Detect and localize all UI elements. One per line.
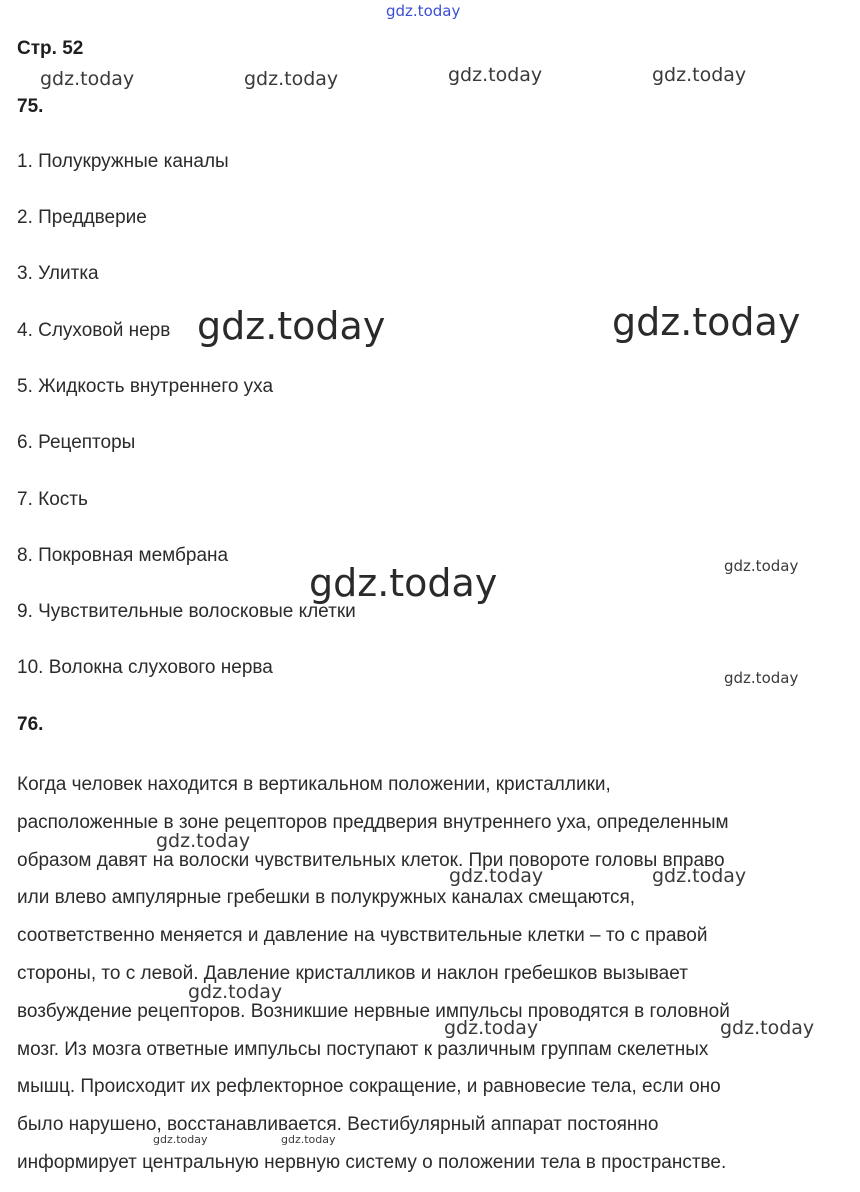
paragraph-line: информирует центральную нервную систему о положении тела в пространстве. [17, 1151, 727, 1173]
list-item: 1. Полукружные каналы [17, 151, 229, 172]
task-75-number: 75. [17, 96, 44, 117]
watermark: gdz.today [724, 669, 799, 687]
list-item: 10. Волокна слухового нерва [17, 657, 273, 678]
paragraph-line: образом давят на волоски чувствительных клеток. При повороте головы вправо [17, 849, 725, 871]
task-76-paragraph [17, 766, 847, 1182]
watermark: gdz.today [720, 1017, 815, 1039]
watermark: gdz.today [724, 557, 799, 575]
watermark-large: gdz.today [612, 300, 801, 344]
watermark: gdz.today [281, 1133, 336, 1146]
watermark: gdz.today [156, 830, 251, 852]
paragraph-line: возбуждение рецепторов. Возникшие нервные импульсы проводятся в головной [17, 1000, 730, 1022]
page-label: Стр. 52 [17, 38, 84, 59]
paragraph-line: стороны, то с левой. Давление кристалликов и наклон гребешков вызывает [17, 962, 688, 984]
list-item: 5. Жидкость внутреннего уха [17, 376, 274, 397]
list-item: 2. Преддверие [17, 207, 147, 228]
list-item: 9. Чувствительные волосковые клетки [17, 601, 356, 622]
watermark-large: gdz.today [197, 304, 386, 348]
paragraph-line: мышц. Происходит их рефлекторное сокращение, и равновесие тела, если оно [17, 1076, 721, 1098]
paragraph-line: расположенные в зоне рецепторов преддверия внутреннего уха, определенным [17, 811, 729, 833]
watermark: gdz.today [449, 865, 544, 887]
watermark: gdz.today [444, 1017, 539, 1039]
watermark: gdz.today [244, 68, 339, 90]
paragraph-line: было нарушено, восстанавливается. Вестибулярный аппарат постоянно [17, 1114, 659, 1136]
watermark: gdz.today [188, 981, 283, 1003]
list-item: 8. Покровная мембрана [17, 545, 229, 566]
watermark: gdz.today [652, 64, 747, 86]
watermark: gdz.today [652, 865, 747, 887]
list-item: 7. Кость [17, 489, 88, 510]
watermark: gdz.today [153, 1133, 208, 1146]
site-watermark-top: gdz.today [386, 2, 461, 20]
paragraph-line: или влево ампулярные гребешки в полукружных каналах смещаются, [17, 887, 636, 909]
list-item: 6. Рецепторы [17, 432, 136, 453]
list-item: 3. Улитка [17, 263, 99, 284]
task-76-number: 76. [17, 714, 44, 735]
watermark: gdz.today [448, 64, 543, 86]
paragraph-line: мозг. Из мозга ответные импульсы поступают к различным группам скелетных [17, 1038, 709, 1060]
watermark-large: gdz.today [309, 561, 498, 605]
list-item: 4. Слуховой нерв [17, 320, 171, 341]
paragraph-line: Когда человек находится в вертикальном положении, кристаллики, [17, 774, 611, 795]
paragraph-line: соответственно меняется и давление на чувствительные клетки – то с правой [17, 925, 708, 947]
watermark: gdz.today [40, 68, 135, 90]
